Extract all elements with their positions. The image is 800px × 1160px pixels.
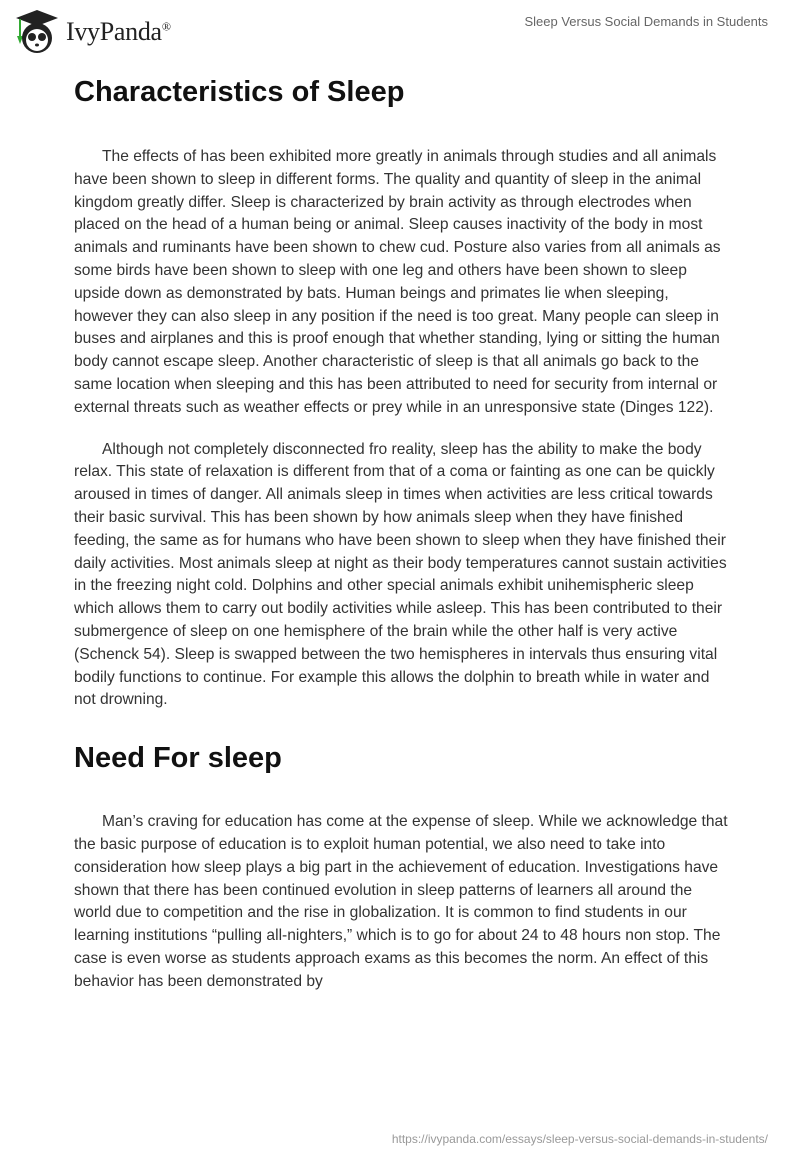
panda-logo-icon xyxy=(12,8,62,56)
brand-name: IvyPanda® xyxy=(66,17,171,46)
paragraph: Man’s craving for education has come at the expense of sleep. While we acknowledge that the basic purpose of education is to exploit human potential, we also need to take into consideration how sleep plays a big part in the achievement of education. Investigations have shown that there has been continued evolution in sleep patterns of learners all around the world due to competition and the rise in globalization. It is common to find students in our learning institutions “pulling all-nighters,” which is to go for about 24 to 48 hours non stop. The case is even worse as students approach exams as this becomes the norm. An effect of this behavior has been demonstrated by xyxy=(74,813,728,990)
document-title: Sleep Versus Social Demands in Students xyxy=(524,14,768,29)
paragraph: Although not completely disconnected fro reality, sleep has the ability to make the body relax. This state of relaxation is different from that of a coma or fainting as one can be quickly aroused in times of danger. All animals sleep in times when activities are less critical towards their basic survival. This has been shown by how animals sleep when they have finished feeding, the same as for humans who have been shown to sleep when they have finished their daily activities. Most animals sleep at night as their body temperatures cannot sustain activities in the freezing night cold. Dolphins and other special animals exhibit unihemispheric sleep which allows them to carry out bodily activities while asleep. This has been contributed to their submergence of sleep on one hemisphere of the brain while the other half is very active (Schenck 54). Sleep is swapped between the two hemispheres in intervals thus ensuring vital bodily functions to continue. For example this allows the dolphin to breath while in water and not drowning. xyxy=(74,440,727,709)
article-content xyxy=(74,68,730,994)
section-heading: Need For sleep xyxy=(74,742,282,775)
logo[interactable] xyxy=(12,8,171,56)
section-heading: Characteristics of Sleep xyxy=(74,76,405,108)
source-url[interactable]: https://ivypanda.com/essays/sleep-versus-social-demands-in-students/ xyxy=(391,1132,768,1146)
paragraph: The effects of has been exhibited more greatly in animals through studies and all animals have been shown to sleep in different forms. The quality and quantity of sleep in the animal kingdom greatly differ. Sleep is characterized by brain activity as through electrodes when placed on the head of a human being or animal. Sleep causes inactivity of the body in most animals and ruminants have been shown to chew cud. Posture also varies from all animals as some birds have been shown to sleep with one leg and others have been shown to sleep upside down as demonstrated by bats. Human beings and primates lie when sleeping, however they can also sleep in any position if the need is too great. Many people can sleep in buses and airplanes and this is proof enough that whether standing, lying or sitting the human body cannot escape sleep. Another characteristic of sleep is that all animals go back to the same location when sleeping and this has been attributed to need for security from internal or external threats such as weather effects or prey while in an unresponsive state (Dinges 122). xyxy=(74,148,721,416)
